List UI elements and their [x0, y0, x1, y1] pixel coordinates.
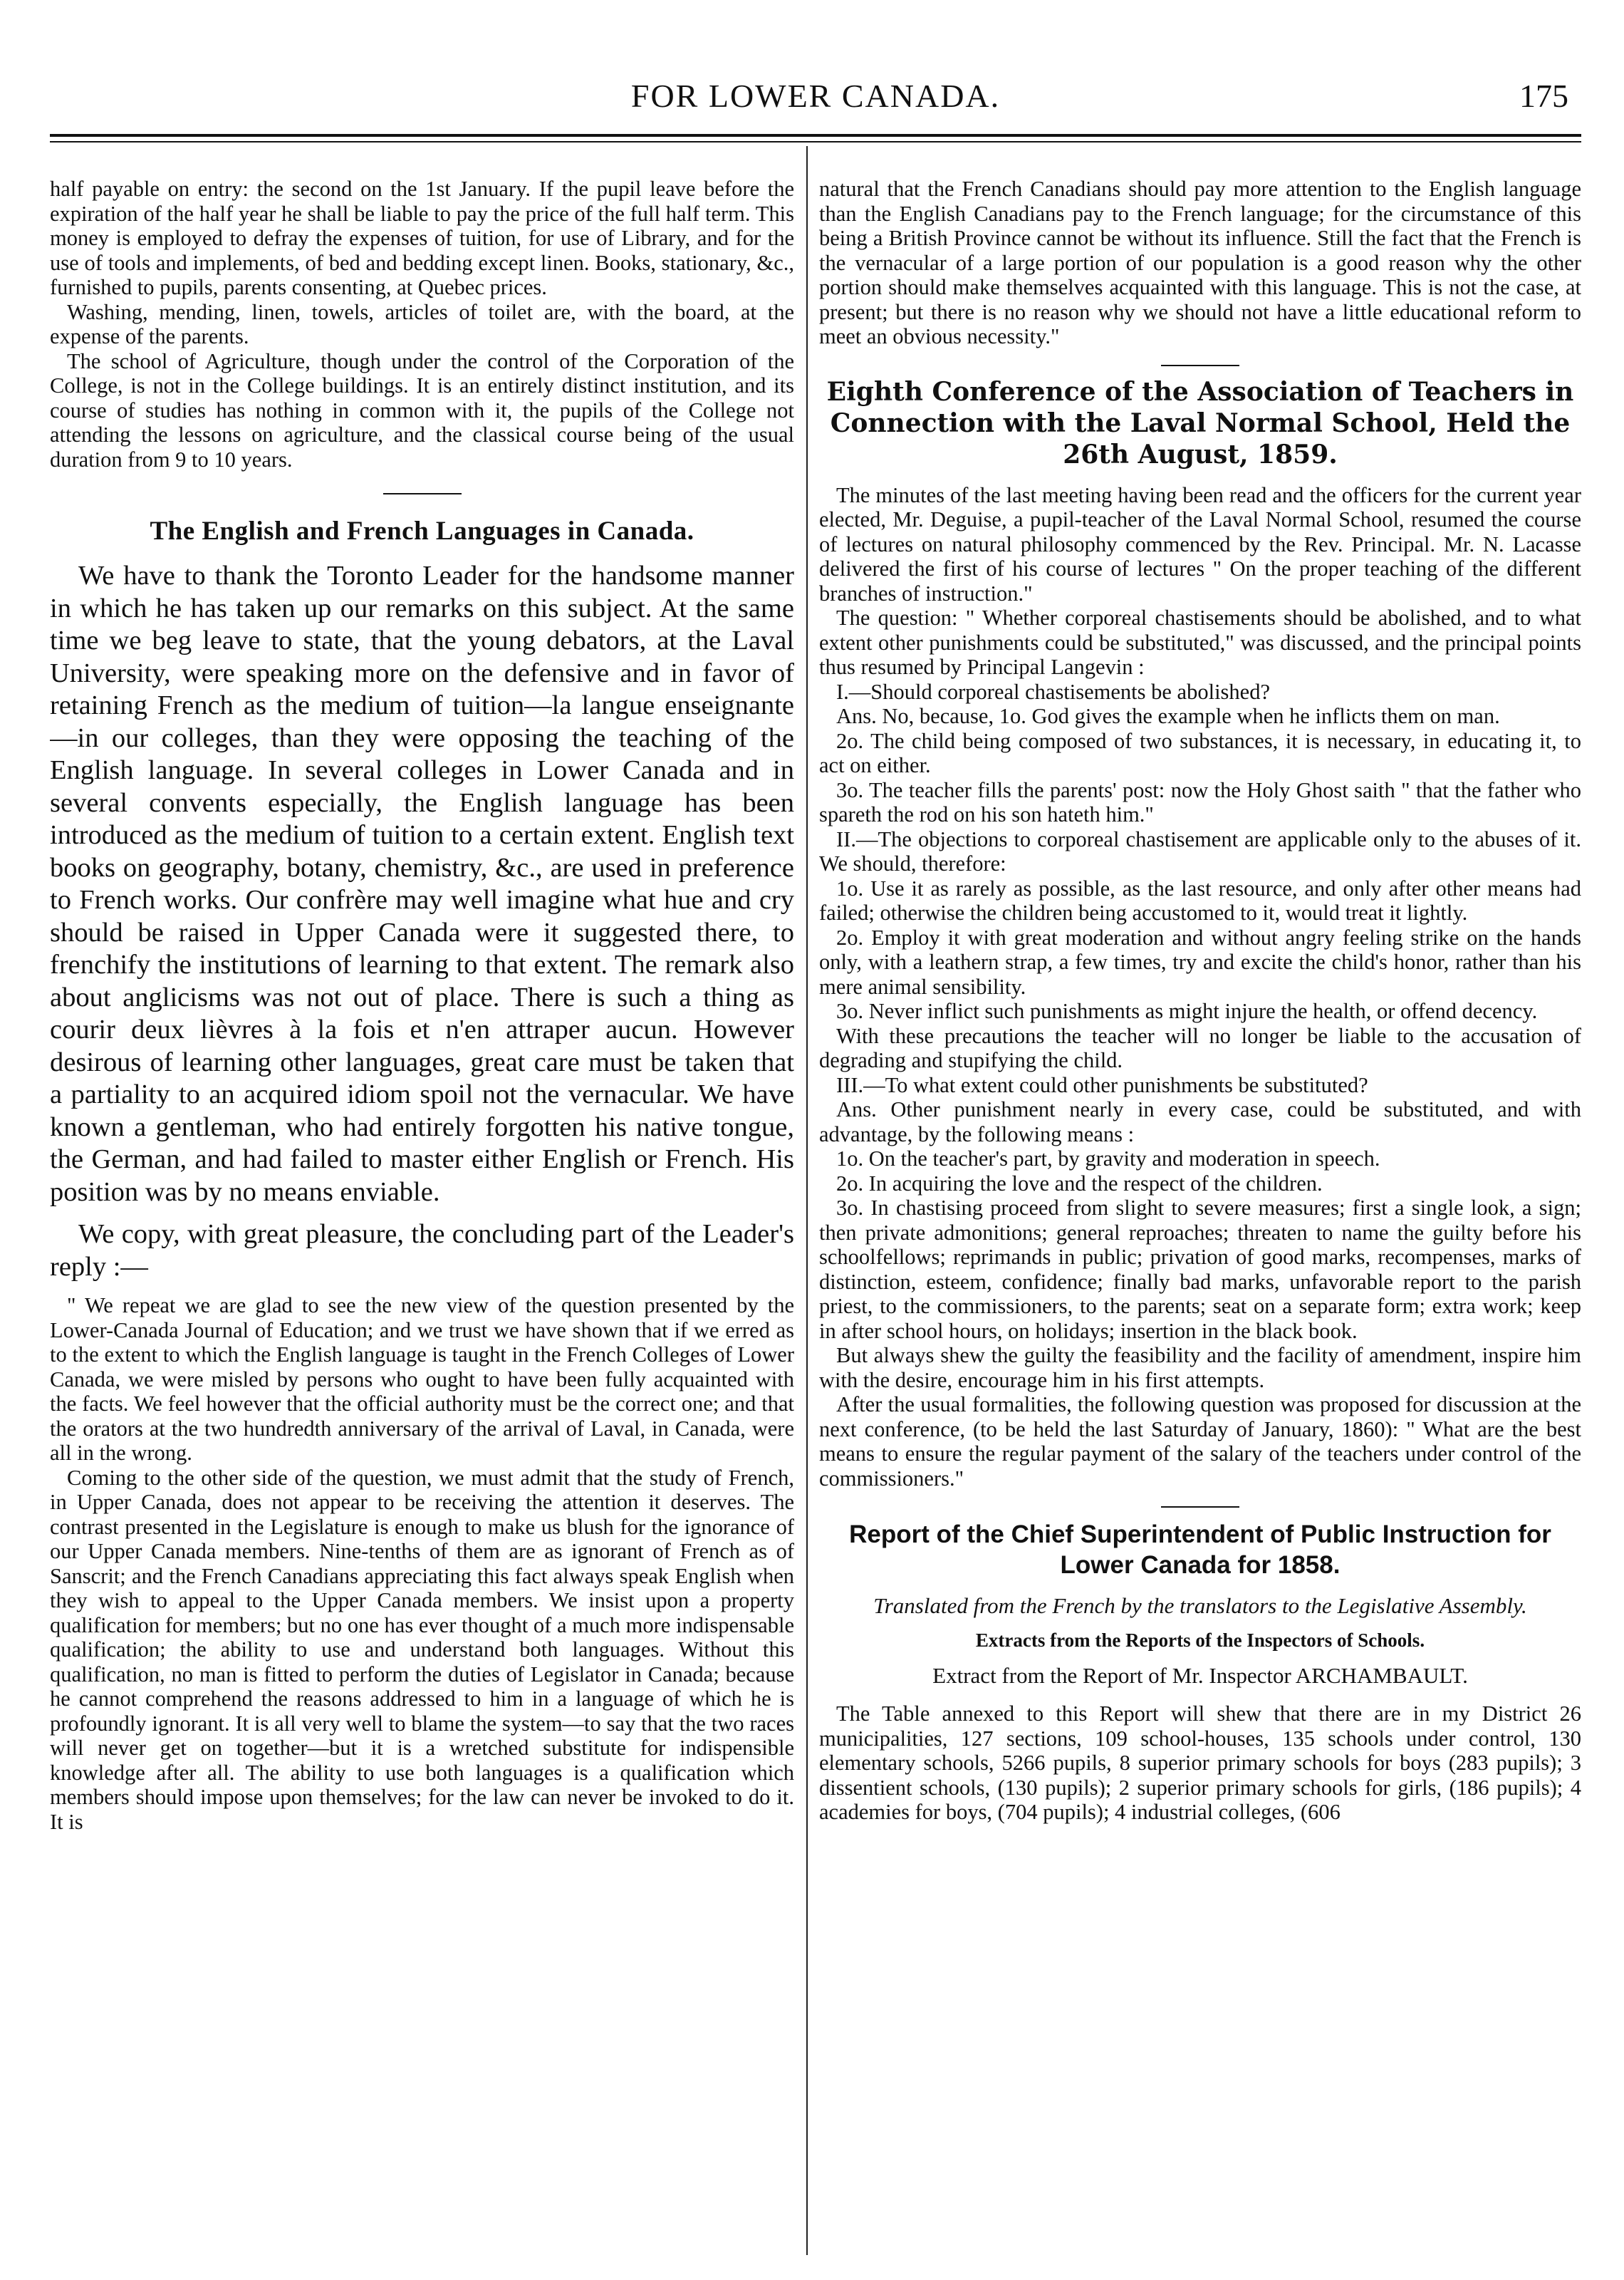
paragraph: 2o. Employ it with great moderation and without angry feeling strike on the hands only, with a leathern strap, a few times, try and excite the child's honor, rather than his mere animal sensibility.: [819, 925, 1581, 999]
paragraph: I.—Should corporeal chastisements be abolished?: [836, 679, 1270, 704]
quoted-paragraph: " We repeat we are glad to see the new view of the question presented by the Lower-Canada Journal of Education; and we trust we have shown that if we erred as to the extent to which the English language is taught in the French Colleges of Lower Canada, we were misled by persons who ought to have been fully acquainted with the facts. We feel however that the official authority must be the correct one; and that the orators at the two hundredth anniversary of the arrival of Laval, in Canada, were all in the wrong.: [50, 1293, 794, 1465]
paragraph: Ans. Other punishment nearly in every case, could be substituted, and with advantage, by the following means :: [819, 1097, 1581, 1146]
paragraph: After the usual formalities, the following question was proposed for discussion at the next conference, (to be held the last Saturday of January, 1860): " What are the best means to ensure the regular payment of the salary of the teachers under control of the commissioners.": [819, 1392, 1581, 1491]
paragraph: The question: " Whether corporeal chastisements should be abolished, and to what extent other punishments could be substituted," was discussed, and the principal points thus resumed by Principal Langevin :: [819, 606, 1581, 679]
paragraph: natural that the French Canadians should pay more attention to the English language than the English Canadians pay to the French language; for the circumstance of this being a British Province cannot be without its influence. Still the fact that the French is the vernacular of a large portion of our population is a good reason why the other portion should make themselves acquainted with this language. This is not the case, at present; but there is no reason why we should not have a little educational reform to meet an obvious necessity.": [819, 177, 1581, 348]
subheading: Extracts from the Reports of the Inspectors of Schools.: [975, 1629, 1425, 1651]
left-column: [50, 177, 794, 2257]
section-separator: [1161, 1506, 1239, 1508]
paragraph: We have to thank the Toronto Leader for the handsome manner in which he has taken up our remarks on this subject. At the same time we beg leave to state, that the young debators, at the Laval University, were speaking more on the defensive and in favor of retaining French as the medium of tuition—la langue enseignante—in our colleges, than they were opposing the teaching of the English language. In several colleges in Lower Canada and in several convents especially, the English language has been introduced as the medium of tuition to a certain extent. English text books on geography, botany, chemistry, &c., are used in preference to French works. Our confrère may well imagine what hue and cry should be raised in Upper Canada were it suggested there, to frenchify the institutions of learning to that extent. The remark also about anglicisms was not out of place. There is such a thing as courir deux lièvres à la fois et n'en attraper aucun. However desirous of learning other languages, great care must be taken that a partiality to an acquired idiom spoil not the vernacular. We have known a gentleman, who had entirely forgotten his native tongue, the German, and had failed to master either English or French. His position was by no means enviable.: [50, 561, 794, 1207]
right-column: [819, 177, 1581, 2257]
paragraph: 3o. In chastising proceed from slight to severe measures; first a single look, a sign; then private admonitions; general reproaches; threaten to name the guilty before his schoolfellows; reprimands in public; privation of good marks, recompenses, marks of distinction, esteem, confidence; finally bad marks, unfavorable report to the parish priest, to the commissioners, to the parents; seat on a separate form; extra work; keep in after school hours, on holidays; insertion in the black book.: [819, 1196, 1581, 1343]
section-separator: [383, 493, 462, 494]
header-rule-thick: [50, 134, 1581, 137]
paragraph: We copy, with great pleasure, the concluding part of the Leader's reply :—: [50, 1219, 794, 1282]
paragraph: half payable on entry: the second on the 1st January. If the pupil leave before the expiration of the half year he shall be liable to pay the price of the full half term. This money is employed to defray the expenses of tuition, for use of Library, and for the use of tools and implements, of bed and bedding except linen. Books, stationary, &c., furnished to pupils, parents consenting, at Quebec prices.: [50, 177, 794, 299]
paragraph: 3o. Never inflict such punishments as might injure the health, or offend decency.: [836, 999, 1538, 1023]
paragraph: Ans. No, because, 1o. God gives the example when he inflicts them on man.: [836, 704, 1500, 728]
paragraph: 1o. Use it as rarely as possible, as the last resource, and only after other means had failed; otherwise the children being accustomed to it, would treat it lightly.: [819, 876, 1581, 925]
page-number: 175: [1519, 78, 1568, 114]
article-heading: Eighth Conference of the Association of Teachers in Connection with the Laval Normal School, Held the 26th August, 1859.: [826, 376, 1574, 470]
page-header: [50, 77, 1581, 127]
article-heading: The English and French Languages in Canada.: [150, 517, 694, 546]
running-title: FOR LOWER CANADA.: [630, 78, 1001, 114]
subheading: Extract from the Report of Mr. Inspector ARCHAMBAULT.: [932, 1663, 1468, 1688]
column-divider: [806, 146, 808, 2255]
paragraph: 3o. The teacher fills the parents' post: now the Holy Ghost saith " that the father who spareth the rod on his son hateth him.": [819, 777, 1581, 826]
paragraph: II.—The objections to corporeal chastisement are applicable only to the abuses of it. We should, therefore:: [819, 826, 1581, 876]
translation-note: Translated from the French by the translators to the Legislative Assembly.: [873, 1593, 1527, 1618]
paragraph: The minutes of the last meeting having been read and the officers for the current year elected, Mr. Deguise, a pupil-teacher of the Laval Normal School, resumed the course of lectures on natural philosophy commenced by the Rev. Principal. Mr. N. Lacasse delivered the first of his course of lectures " On the proper teaching of the different branches of instruction.": [819, 482, 1581, 606]
paragraph: 2o. In acquiring the love and the respect of the children.: [836, 1171, 1323, 1196]
paragraph: The school of Agriculture, though under the control of the Corporation of the College, is not in the College buildings. It is an entirely distinct institution, and its course of studies has nothing in common with it, the pupils of the College not attending the lessons on agriculture, and the classical course being of the usual duration from 9 to 10 years.: [50, 348, 794, 472]
paragraph: The Table annexed to this Report will shew that there are in my District 26 municipalities, 127 sections, 109 school-houses, 135 schools under control, 130 elementary schools, 5266 pupils, 8 superior primary schools for boys (283 pupils); 3 dissentient schools, (130 pupils); 2 superior primary schools for girls, (186 pupils); 4 academies for boys, (704 pupils); 4 industrial colleges, (606: [819, 1701, 1581, 1824]
paragraph: III.—To what extent could other punishments be substituted?: [836, 1072, 1368, 1097]
section-separator: [1161, 365, 1239, 366]
header-rule-thin: [50, 141, 1581, 142]
paragraph: 2o. The child being composed of two substances, it is necessary, in educating it, to act on either.: [819, 728, 1581, 777]
paragraph: With these precautions the teacher will no longer be liable to the accusation of degrading and stupifying the child.: [819, 1023, 1581, 1072]
article-heading: Report of the Chief Superintendent of Public Instruction for Lower Canada for 1858.: [849, 1520, 1551, 1579]
paragraph: 1o. On the teacher's part, by gravity and moderation in speech.: [836, 1146, 1380, 1171]
paragraph: But always shew the guilty the feasibility and the facility of amendment, inspire him with the desire, encourage him in his first attempts.: [819, 1343, 1581, 1392]
paragraph: Washing, mending, linen, towels, articles of toilet are, with the board, at the expense of the parents.: [50, 299, 794, 348]
quoted-paragraph: Coming to the other side of the question, we must admit that the study of French, in Upper Canada, does not appear to be receiving the attention it deserves. The contrast presented in the Legislature is enough to make us blush for the ignorance of our Upper Canada members. Nine-tenths of them are as ignorant of French as of Sanscrit; and the French Canadians appreciating this fact always speak English when they wish to appeal to the Upper Canada members. We insist upon a property qualification for members; but no one has ever thought of a much more indispensable qualification; the ability to use and understand both languages. Without this qualification, no man is fitted to perform the duties of Legislator in Canada; because he cannot comprehend the reasons addressed to him in a language of which he is profoundly ignorant. It is all very well to blame the system—to say that the two races will never get on together—but it is a wretched substitute for indispensible knowledge after all. The ability to use both languages is a qualification which members should impose upon themselves; for the law can never be invoked to do it. It is: [50, 1465, 794, 1834]
